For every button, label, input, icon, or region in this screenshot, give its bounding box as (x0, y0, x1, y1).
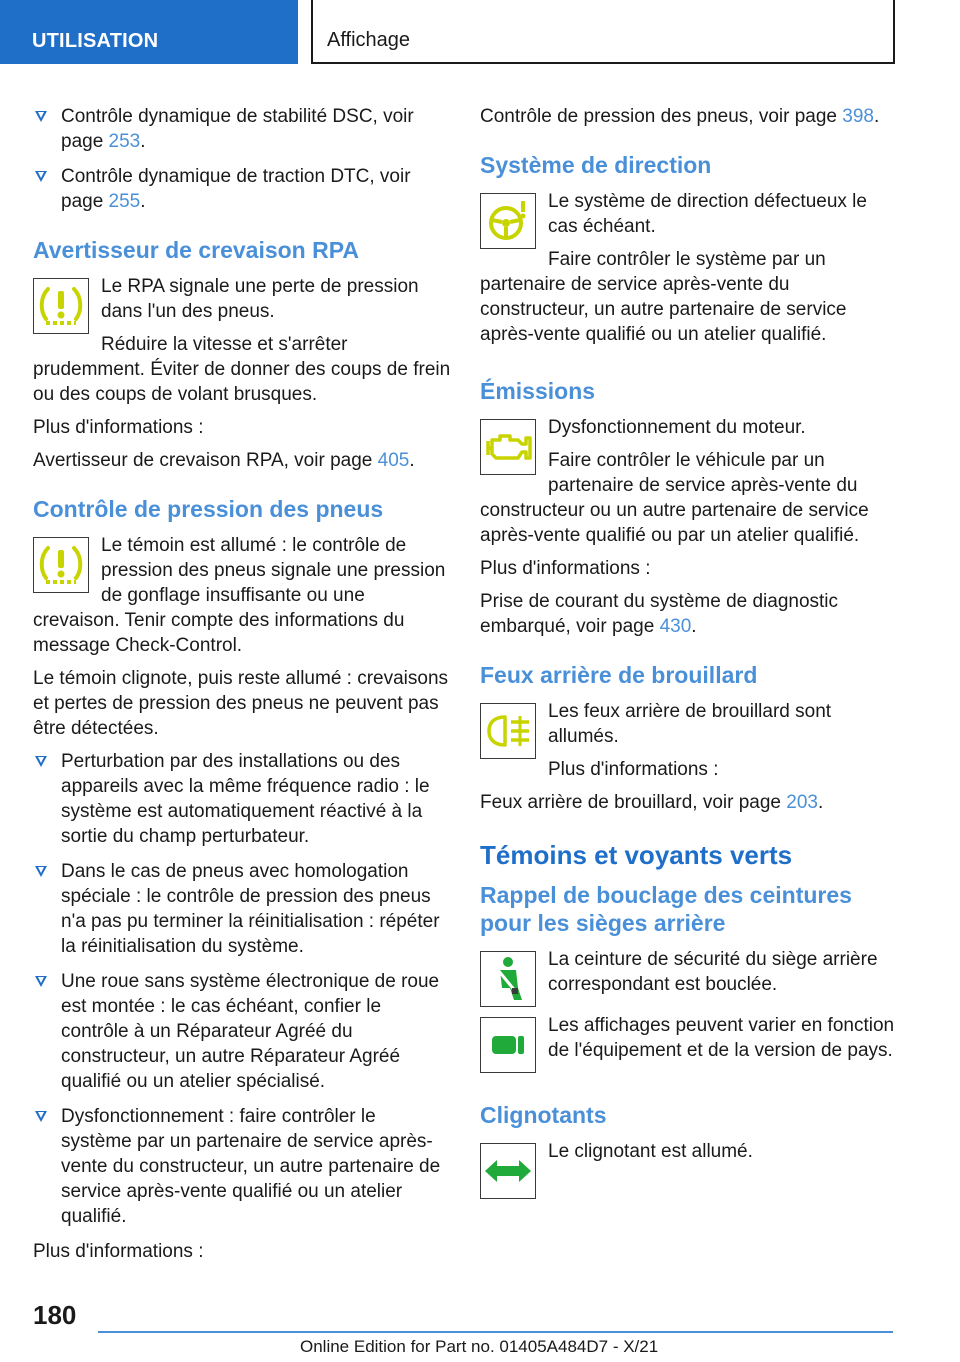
tpm-heading: Contrôle de pression des pneus (33, 496, 384, 522)
tpm-reference: Contrôle de pression des pneus, voir page 398. (480, 106, 880, 127)
belt-variant-block (480, 1013, 900, 1079)
emissions-reference: Prise de courant du système de diagnostic embarqué, voir page 430. (480, 591, 839, 637)
rpa-block (33, 274, 451, 415)
steering-heading: Système de direction (480, 152, 712, 178)
tire-pressure-warning-icon (33, 278, 89, 334)
header-section-tab (0, 0, 298, 64)
rear-fog-light-icon (480, 703, 536, 759)
engine-warning-icon (480, 419, 536, 475)
header-chapter-label: Affichage (327, 29, 411, 51)
tpm-bullet-list (33, 749, 451, 1229)
rpa-reference: Avertisseur de crevaison RPA, voir page 405. (33, 450, 415, 471)
rpa-more-info: Plus d'informations : (33, 417, 204, 438)
fog-text-1: Les feux arrière de brouillard sont allumés. (548, 701, 832, 747)
turn-signal-block (480, 1139, 900, 1205)
footer-divider (98, 1331, 893, 1333)
page-link[interactable]: 203 (786, 792, 818, 813)
fog-block (480, 699, 900, 790)
header-section-label: UTILISATION (32, 30, 159, 52)
rpa-text-1: Le RPA signale une perte de pression dans l'un des pneus. (101, 276, 419, 322)
steering-wheel-warning-icon (480, 193, 536, 249)
emissions-heading: Émissions (480, 378, 596, 404)
belt-text-2: Les affichages peuvent varier en fonction de l'équipement et de la version de pays. (548, 1015, 895, 1061)
triangle-bullet-icon (35, 1111, 47, 1122)
belt-text-1: La ceinture de sécurité du siège arrière correspondant est bouclée. (548, 949, 878, 995)
list-item: Perturbation par des installations ou des appareils avec la même fréquence radio : le système est automatiquement réactivé à la sortie du champ perturbateur. (33, 749, 451, 849)
turn-signal-arrows-icon (480, 1143, 536, 1199)
turn-signal-heading: Clignotants (480, 1102, 607, 1128)
triangle-bullet-icon (35, 171, 47, 182)
steering-block (480, 189, 900, 355)
turn-signal-text: Le clignotant est allumé. (548, 1141, 753, 1162)
page-link[interactable]: 255 (108, 191, 141, 212)
emissions-block (480, 415, 900, 556)
triangle-bullet-icon (35, 866, 47, 877)
tire-pressure-monitor-icon (33, 537, 89, 593)
triangle-bullet-icon (35, 111, 47, 122)
list-item: Dans le cas de pneus avec homologation spéciale : le contrôle de pression des pneus n'a pas pu terminer la réinitialisation : répéter la réinitialisation du système. (33, 859, 451, 959)
triangle-bullet-icon (35, 976, 47, 987)
bullet-list-top (33, 104, 451, 214)
tpm-more-info: Plus d'informations : (33, 1241, 204, 1262)
fog-reference: Feux arrière de brouillard, voir page 203. (480, 792, 824, 813)
fog-heading: Feux arrière de brouillard (480, 662, 758, 688)
header-chapter-box (311, 0, 895, 64)
page-link[interactable]: 398 (842, 106, 874, 127)
footer-edition: Online Edition for Part no. 01405A484D7 - X/21 (300, 1337, 659, 1356)
list-item: Une roue sans système électronique de roue est montée : le cas échéant, confier le contrôle à un Réparateur Agréé du constructeur, un autre Réparateur Agréé qualifié ou un atelier spécialisé. (33, 969, 451, 1094)
seatbelt-icon (480, 951, 536, 1007)
page-link[interactable]: 253 (108, 131, 141, 152)
emissions-text-1: Dysfonctionnement du moteur. (548, 417, 806, 438)
page-number: 180 (33, 1300, 77, 1330)
emissions-more-info: Plus d'informations : (480, 558, 651, 579)
tpm-text-1: Le témoin est allumé : le contrôle de pression des pneus signale une pression de gonflage insuffisante ou une crevaison. Tenir compte des informations du message Check-Control. (33, 535, 446, 656)
rpa-text-2: Réduire la vitesse et s'arrêter prudemment. Éviter de donner des coups de frein ou des coups de volant brusques. (33, 334, 451, 405)
fog-more-info: Plus d'informations : (548, 759, 719, 780)
steering-text-1: Le système de direction défectueux le cas échéant. (548, 191, 867, 237)
right-column (480, 104, 900, 1205)
emissions-text-2: Faire contrôler le véhicule par un partenaire de service après-vente du constructeur ou un autre partenaire de service après-vente qualifié ou par un atelier qualifié. (480, 450, 869, 546)
tpm-block (33, 533, 451, 666)
tpm-text-2: Le témoin clignote, puis reste allumé : crevaisons et pertes de pression des pneus ne peuvent pas être détectées. (33, 668, 449, 739)
rpa-heading: Avertisseur de crevaison RPA (33, 237, 359, 263)
green-indicators-heading: Témoins et voyants verts (480, 840, 793, 870)
list-item: Contrôle dynamique de traction DTC, voir page 255. (33, 164, 451, 214)
left-column (33, 104, 451, 1272)
page-link[interactable]: 405 (377, 450, 410, 471)
belt-heading: Rappel de bouclage des ceintures pour les sièges arrière (480, 882, 852, 936)
triangle-bullet-icon (35, 756, 47, 767)
list-item: Contrôle dynamique de stabilité DSC, voir page 253. (33, 104, 451, 154)
list-item: Dysfonctionnement : faire contrôler le système par un partenaire de service après-vente du constructeur, un autre partenaire de service après-vente qualifié ou un atelier qualifié. (33, 1104, 451, 1229)
belt-block (480, 947, 900, 1013)
steering-text-2: Faire contrôler le système par un partenaire de service après-vente du constructeur, un autre partenaire de service après-vente qualifié ou un atelier qualifié. (480, 249, 847, 345)
seat-belt-status-icon (480, 1017, 536, 1073)
page-link[interactable]: 430 (659, 616, 692, 637)
